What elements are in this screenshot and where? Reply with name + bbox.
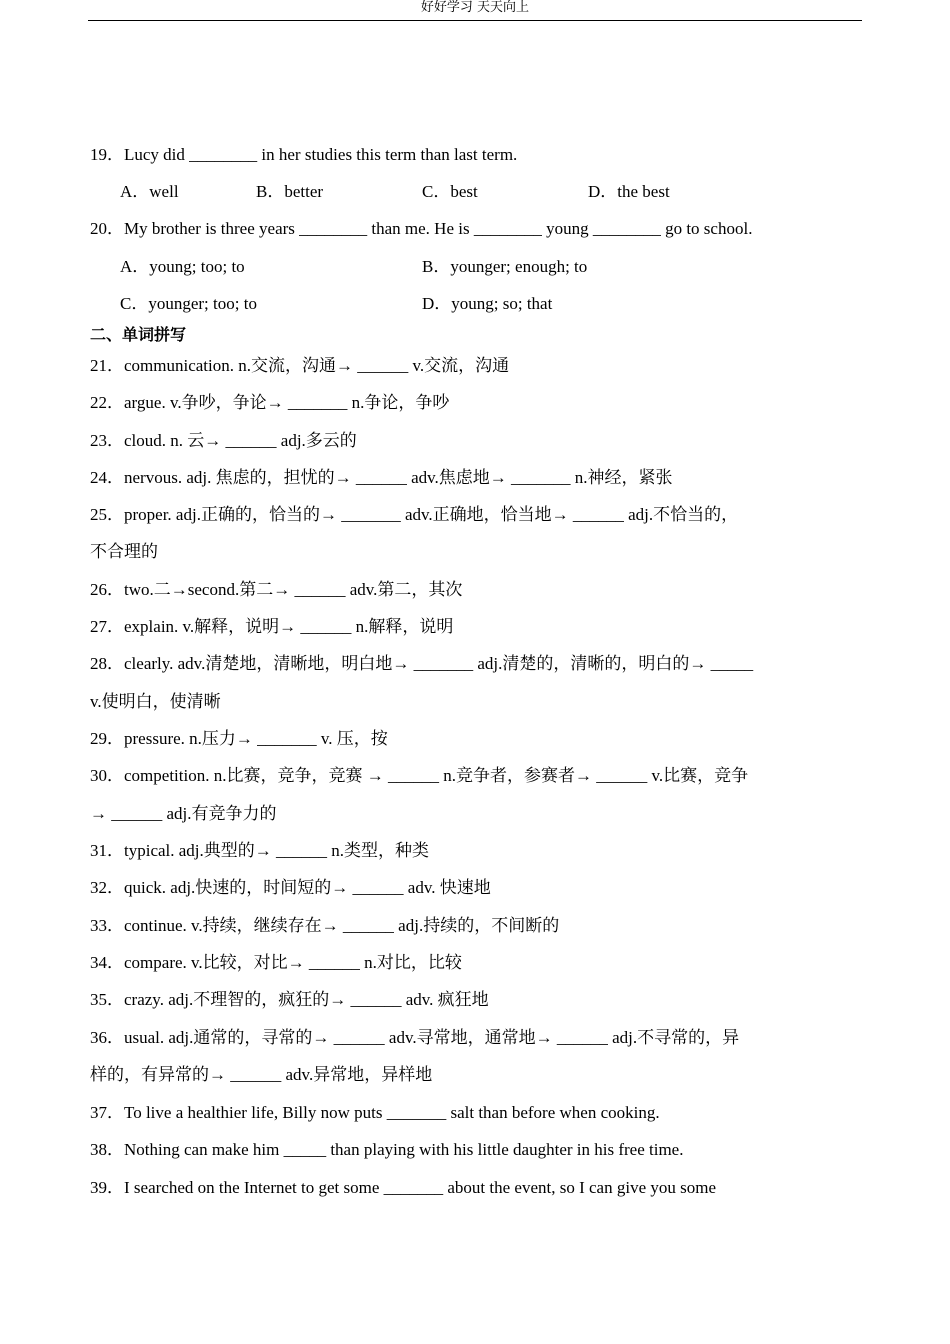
list-item: 22．argue. v.争吵，争论→ _______ n.争论，争吵	[90, 393, 450, 412]
list-item: 39．I searched on the Internet to get some _______ about the event, so I can give you some	[90, 1178, 716, 1197]
list-item: 30．competition. n.比赛，竞争，竞赛 → ______ n.竞争者，参赛者→ ______ v.比赛，竞争	[90, 766, 749, 785]
list-item: 不合理的	[90, 542, 158, 561]
list-item: 31．typical. adj.典型的→ ______ n.类型，种类	[90, 841, 430, 860]
q19-option-b: B．better	[256, 182, 324, 201]
list-item: v.使明白，使清晰	[90, 692, 221, 711]
list-item: 38．Nothing can make him _____ than playing with his little daughter in his free time.	[90, 1140, 684, 1159]
section-title: 二、单词拼写	[90, 325, 187, 344]
q20-option-b: B．younger; enough; to	[422, 257, 588, 276]
list-item: 样的，有异常的→ ______ adv.异常地，异样地	[90, 1065, 433, 1084]
q19-option-d: D．the best	[588, 182, 670, 201]
q19-option-a: A．well	[120, 182, 179, 201]
question-19: 19．Lucy did ________ in her studies this term than last term.	[90, 145, 518, 164]
list-item: 24．nervous. adj. 焦虑的，担忧的→ ______ adv.焦虑地→ _______ n.神经，紧张	[90, 468, 673, 487]
list-item: 37．To live a healthier life, Billy now puts _______ salt than before when cooking.	[90, 1103, 660, 1122]
q19-option-c: C．best	[422, 182, 478, 201]
list-item: 29．pressure. n.压力→ _______ v. 压，按	[90, 729, 388, 748]
list-item: 36．usual. adj.通常的，寻常的→ ______ adv.寻常地，通常地→ ______ adj.不寻常的，异	[90, 1028, 740, 1047]
list-item: 23．cloud. n. 云→ ______ adj.多云的	[90, 431, 357, 450]
list-item: → ______ adj.有竞争力的	[90, 804, 277, 823]
header-text: 好好学习 天天向上	[420, 0, 530, 15]
list-item: 32．quick. adj.快速的，时间短的→ ______ adv. 快速地	[90, 878, 491, 897]
list-item: 27．explain. v.解释，说明→ ______ n.解释，说明	[90, 617, 454, 636]
q20-option-d: D．young; so; that	[422, 294, 553, 313]
question-20: 20．My brother is three years ________ than me. He is ________ young ________ go to school.	[90, 219, 753, 238]
list-item: 35．crazy. adj.不理智的，疯狂的→ ______ adv. 疯狂地	[90, 990, 489, 1009]
list-item: 21．communication. n.交流，沟通→ ______ v.交流，沟通	[90, 356, 510, 375]
page-header	[0, 0, 950, 22]
list-item: 28．clearly. adv.清楚地，清晰地，明白地→ _______ adj.清楚的，清晰的，明白的→ _____	[90, 654, 754, 673]
q20-option-c: C．younger; too; to	[120, 294, 257, 313]
header-divider	[88, 20, 862, 21]
list-item: 34．compare. v.比较，对比→ ______ n.对比，比较	[90, 953, 462, 972]
list-item: 26．two.二→second.第二→ ______ adv.第二，其次	[90, 580, 463, 599]
list-item: 33．continue. v.持续，继续存在→ ______ adj.持续的，不间断的	[90, 916, 560, 935]
list-item: 25．proper. adj.正确的，恰当的→ _______ adv.正确地，恰当地→ ______ adj.不恰当的，	[90, 505, 739, 524]
q20-option-a: A．young; too; to	[120, 257, 245, 276]
